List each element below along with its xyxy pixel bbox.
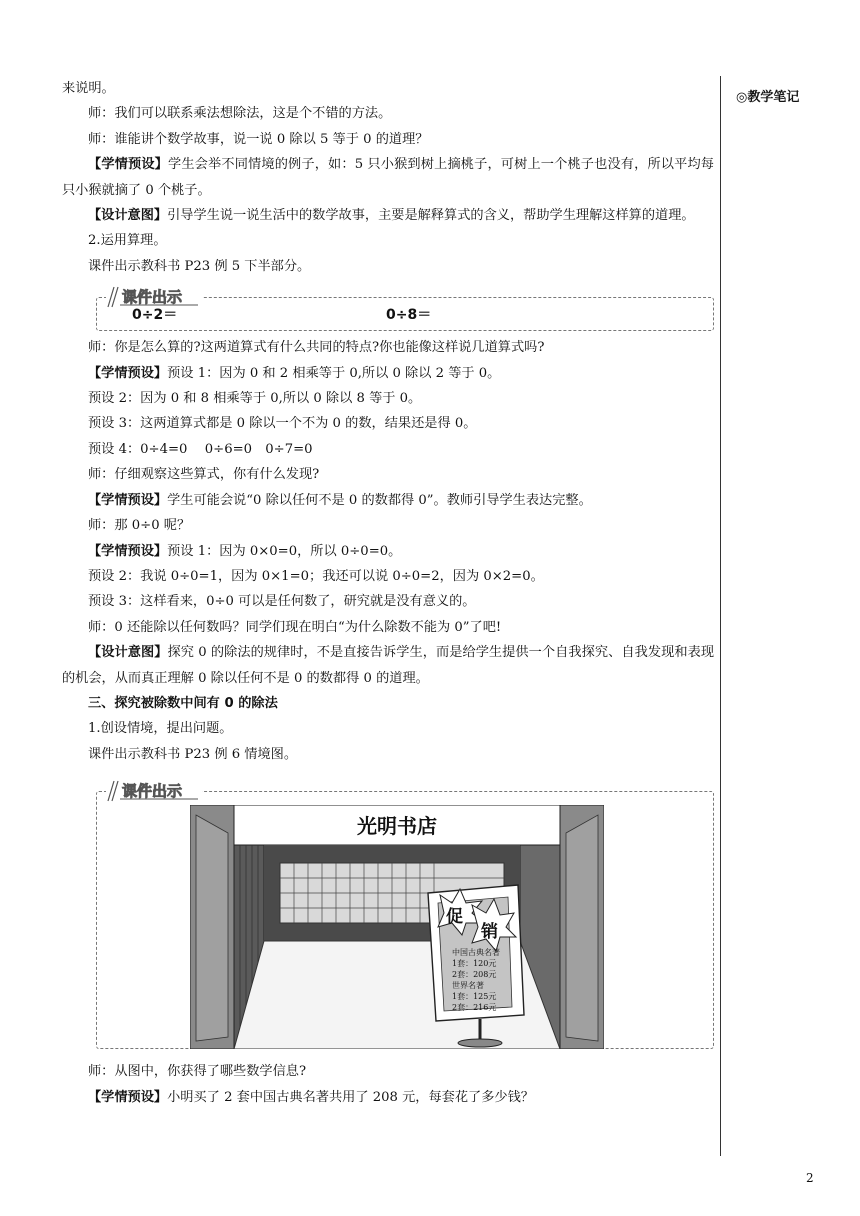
courseware-box-1 bbox=[96, 283, 714, 329]
bookstore-illustration bbox=[190, 805, 604, 1049]
paragraph-text: 预设 3：这样看来，0÷0 可以是任何数了，研究就是没有意义的。 bbox=[88, 594, 476, 610]
paragraph-tag: 【学情预设】 bbox=[88, 492, 168, 508]
paragraph bbox=[62, 228, 714, 253]
paragraph bbox=[62, 640, 714, 691]
main-content bbox=[62, 76, 714, 1110]
paragraph-text: 1.创设情境，提出问题。 bbox=[88, 721, 233, 737]
poster-line-1: 中国古典名著 bbox=[452, 948, 500, 958]
paragraph-text: 师：你是怎么算的?这两道算式有什么共同的特点?你也能像这样说几道算式吗? bbox=[88, 340, 545, 356]
paragraph bbox=[62, 589, 714, 614]
paragraph-text: 师：谁能讲个数学故事，说一说 0 除以 5 等于 0 的道理？ bbox=[88, 131, 429, 147]
paragraph-tag: 【学情预设】 bbox=[88, 1089, 168, 1105]
paragraph-text: 2.运用算理。 bbox=[88, 233, 167, 249]
paragraph-text: 师：仔细观察这些算式，你有什么发现? bbox=[88, 467, 320, 483]
courseware-badge-text: 课件出示 bbox=[122, 782, 183, 801]
store-sign: 光明书店 bbox=[357, 814, 437, 839]
paragraph bbox=[62, 127, 714, 152]
paragraph-tag: 【设计意图】 bbox=[88, 645, 168, 661]
paragraph bbox=[62, 437, 714, 462]
paragraph-tag: 【设计意图】 bbox=[88, 208, 168, 224]
paragraph bbox=[62, 513, 714, 538]
paragraph-text: 来说明。 bbox=[62, 81, 115, 96]
paragraph bbox=[62, 716, 714, 741]
paragraph-text: 预设 4：0÷4=0 0÷6=0 0÷7=0 bbox=[88, 441, 313, 457]
paragraph-text: 师：那 0÷0 呢？ bbox=[88, 518, 191, 534]
paragraph bbox=[62, 564, 714, 589]
paragraph bbox=[62, 742, 714, 767]
courseware-badge bbox=[106, 777, 202, 803]
paragraph-text: 师：我们可以联系乘法想除法，这是个不错的方法。 bbox=[88, 106, 392, 122]
poster-line-3: 2套：208元 bbox=[452, 970, 497, 980]
expression-1: 0÷2＝ bbox=[132, 307, 178, 324]
paragraph bbox=[62, 1059, 714, 1084]
paragraph-text: 师：从图中，你获得了哪些数学信息? bbox=[88, 1064, 307, 1080]
poster-line-6: 2套：216元 bbox=[452, 1003, 497, 1013]
paragraph bbox=[62, 254, 714, 279]
paragraph-tag: 【学情预设】 bbox=[88, 157, 169, 173]
paragraph-text: 学生会举不同情境的例子，如：5 只小猴到树上摘桃子，可树上一个桃子也没有，所以平均每只小猴就摘了 0 个桃子。 bbox=[62, 157, 714, 198]
poster-line-2: 1套：120元 bbox=[452, 959, 497, 969]
paragraph bbox=[62, 615, 714, 640]
paragraph bbox=[62, 101, 714, 126]
paragraph-text: 小明买了 2 套中国古典名著共用了 208 元，每套花了多少钱？ bbox=[167, 1089, 534, 1105]
paragraph bbox=[62, 386, 714, 411]
paragraph bbox=[62, 203, 714, 228]
paragraph-text: 预设 2：我说 0÷0=1，因为 0×1=0；我还可以说 0÷0=2，因为 0×2=0。 bbox=[88, 568, 544, 584]
paragraph bbox=[62, 335, 714, 360]
paragraph-text: 引导学生说一说生活中的数学故事，主要是解释算式的含义，帮助学生理解这样算的道理。 bbox=[167, 208, 695, 224]
paragraph-text: 师：0 还能除以任何数吗？同学们现在明白“为什么除数不能为 0”了吧! bbox=[88, 619, 502, 635]
paragraph-text: 学生可能会说“0 除以任何不是 0 的数都得 0”。教师引导学生表达完整。 bbox=[167, 492, 592, 508]
page-number: 2 bbox=[806, 1171, 814, 1185]
paragraph bbox=[62, 361, 714, 386]
paragraph bbox=[62, 411, 714, 436]
paragraph-tag: 【学情预设】 bbox=[88, 365, 168, 381]
expression-2: 0÷8＝ bbox=[386, 307, 432, 324]
paragraph bbox=[62, 1085, 714, 1110]
courseware-box-2 bbox=[96, 777, 714, 1053]
paragraph-text: 课件出示教科书 P23 例 5 下半部分。 bbox=[88, 258, 311, 274]
paragraph-text: 预设 2：因为 0 和 8 相乘等于 0,所以 0 除以 8 等于 0。 bbox=[88, 391, 422, 407]
paragraph-text: 课件出示教科书 P23 例 6 情境图。 bbox=[88, 746, 298, 762]
paragraph-text: 预设 1：因为 0 和 2 相乘等于 0,所以 0 除以 2 等于 0。 bbox=[167, 365, 501, 381]
poster-line-4: 世界名著 bbox=[452, 981, 484, 991]
paragraph-text: 预设 1：因为 0×0=0，所以 0÷0=0。 bbox=[167, 543, 402, 559]
notes-divider bbox=[720, 76, 721, 1156]
paragraph bbox=[62, 152, 714, 203]
promo-char-1: 促 bbox=[446, 907, 463, 928]
section-heading: 三、探究被除数中间有 0 的除法 bbox=[88, 695, 278, 711]
teaching-notes-title: ◎教学笔记 bbox=[736, 90, 800, 105]
poster-line-5: 1套：125元 bbox=[452, 992, 497, 1002]
paragraph bbox=[62, 462, 714, 487]
promo-char-2: 销 bbox=[481, 922, 498, 943]
paragraph-text: 预设 3：这两道算式都是 0 除以一个不为 0 的数，结果还是得 0。 bbox=[88, 416, 477, 432]
courseware-badge-text: 课件出示 bbox=[122, 288, 183, 307]
paragraph bbox=[62, 76, 714, 101]
paragraph-text: 探究 0 的除法的规律时，不是直接告诉学生，而是给学生提供一个自我探究、自我发现和表现的机会，从而真正理解 0 除以任何不是 0 的数都得 0 的道理。 bbox=[62, 645, 715, 686]
paragraph bbox=[62, 539, 714, 564]
paragraph-tag: 【学情预设】 bbox=[88, 543, 168, 559]
paragraph bbox=[62, 488, 714, 513]
